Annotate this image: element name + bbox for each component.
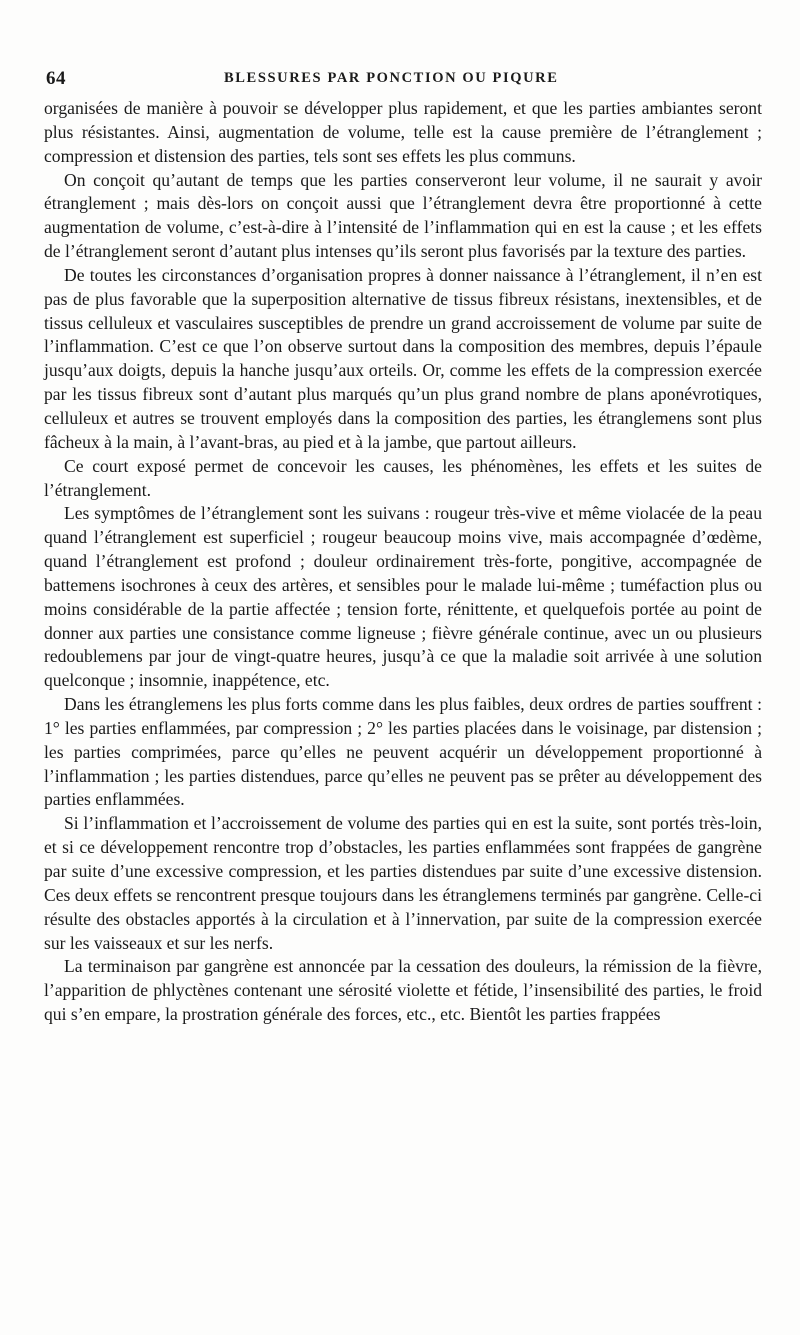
page-number: 64 [46,68,66,89]
paragraph: De toutes les circonstances d’organisation propres à donner naissance à l’étranglement, il n’en est pas de plus favorable que la superposition alternative de tissus fibreux résistans, inextensibles, et de tissus celluleux et vasculaires susceptibles de prendre un grand accroissement de volume par suite de l’inflammation. C’est ce que l’on observe surtout dans la composition des membres, depuis l’épaule jusqu’aux doigts, depuis la hanche jusqu’aux orteils. Or, comme les effets de la compression exercée par les tissus fibreux sont d’autant plus marqués qu’un plus grand nombre de plans aponévrotiques, celluleux et autres se trouvent employés dans la composition des parties, les étranglemens sont plus fâcheux à la main, à l’avant-bras, au pied et à la jambe, que partout ailleurs. [44,264,762,452]
paragraph: Les symptômes de l’étranglement sont les suivans : rougeur très-vive et même violacée de la peau quand l’étranglement est superficiel ; rougeur beaucoup moins vive, mais accompagnée d’œdème, quand l’étranglement est profond ; douleur ordinairement très-forte, pongitive, accompagnée de battemens isochrones à ceux des artères, et sensibles pour le malade lui-même ; tuméfaction plus ou moins considérable de la partie affectée ; tension forte, rénittente, et quelquefois portée au point de donner aux parties une consistance comme ligneuse ; fièvre générale continue, avec un ou plusieurs redoublemens par jour de vingt-quatre heures, jusqu’à ce que la maladie soit arrivée à une solution quelconque ; insomnie, inappétence, etc. [44,503,762,691]
body-text [44,97,762,1027]
paragraph: Si l’inflammation et l’accroissement de volume des parties qui en est la suite, sont portés très-loin, et si ce développement rencontre trop d’obstacles, les parties enflammées sont frappées de gangrène par suite d’une excessive compression, et les parties distendues par suite d’une excessive distension. Ces deux effets se rencontrent presque toujours dans les étranglemens terminés par gangrène. Celle-ci résulte des obstacles apportés à la circulation et à l’innervation, par suite de la compression exercée sur les vaisseaux et sur les nerfs. [44,813,762,953]
paragraph: Ce court exposé permet de concevoir les causes, les phénomènes, les effets et les suites de l’étranglement. [44,455,762,500]
paragraph: Dans les étranglemens les plus forts comme dans les plus faibles, deux ordres de parties souffrent : 1° les parties enflammées, par compression ; 2° les parties placées dans le voisinage, par distension ; les parties comprimées, parce qu’elles ne peuvent acquérir un développement proportionné à l’inflammation ; les parties distendues, parce qu’elles ne peuvent pas se prêter au développement des parties enflammées. [44,694,762,810]
paragraph: La terminaison par gangrène est annoncée par la cessation des douleurs, la rémission de la fièvre, l’apparition de phlyctènes contenant une sérosité violette et fétide, l’insensibilité des parties, le froid qui s’en empare, la prostration générale des forces, etc., etc. Bientôt les parties frappées [44,956,762,1025]
running-title: BLESSURES PAR PONCTION OU PIQURE [224,70,559,86]
page-header [46,68,754,92]
paragraph: organisées de manière à pouvoir se développer plus rapidement, et que les parties ambiantes seront plus résistantes. Ainsi, augmentation de volume, telle est la cause première de l’étranglement ; compression et distension des parties, tels sont ses effets les plus communs. [44,98,762,166]
paragraph: On conçoit qu’autant de temps que les parties conserveront leur volume, il ne saurait y avoir étranglement ; mais dès-lors on conçoit aussi que l’étranglement devra être proportionné à cette augmentation de volume, c’est-à-dire à l’intensité de l’inflammation qui en est la cause ; et les effets de l’étranglement seront d’autant plus intenses qu’ils seront plus favorisés par la texture des parties. [44,169,762,262]
